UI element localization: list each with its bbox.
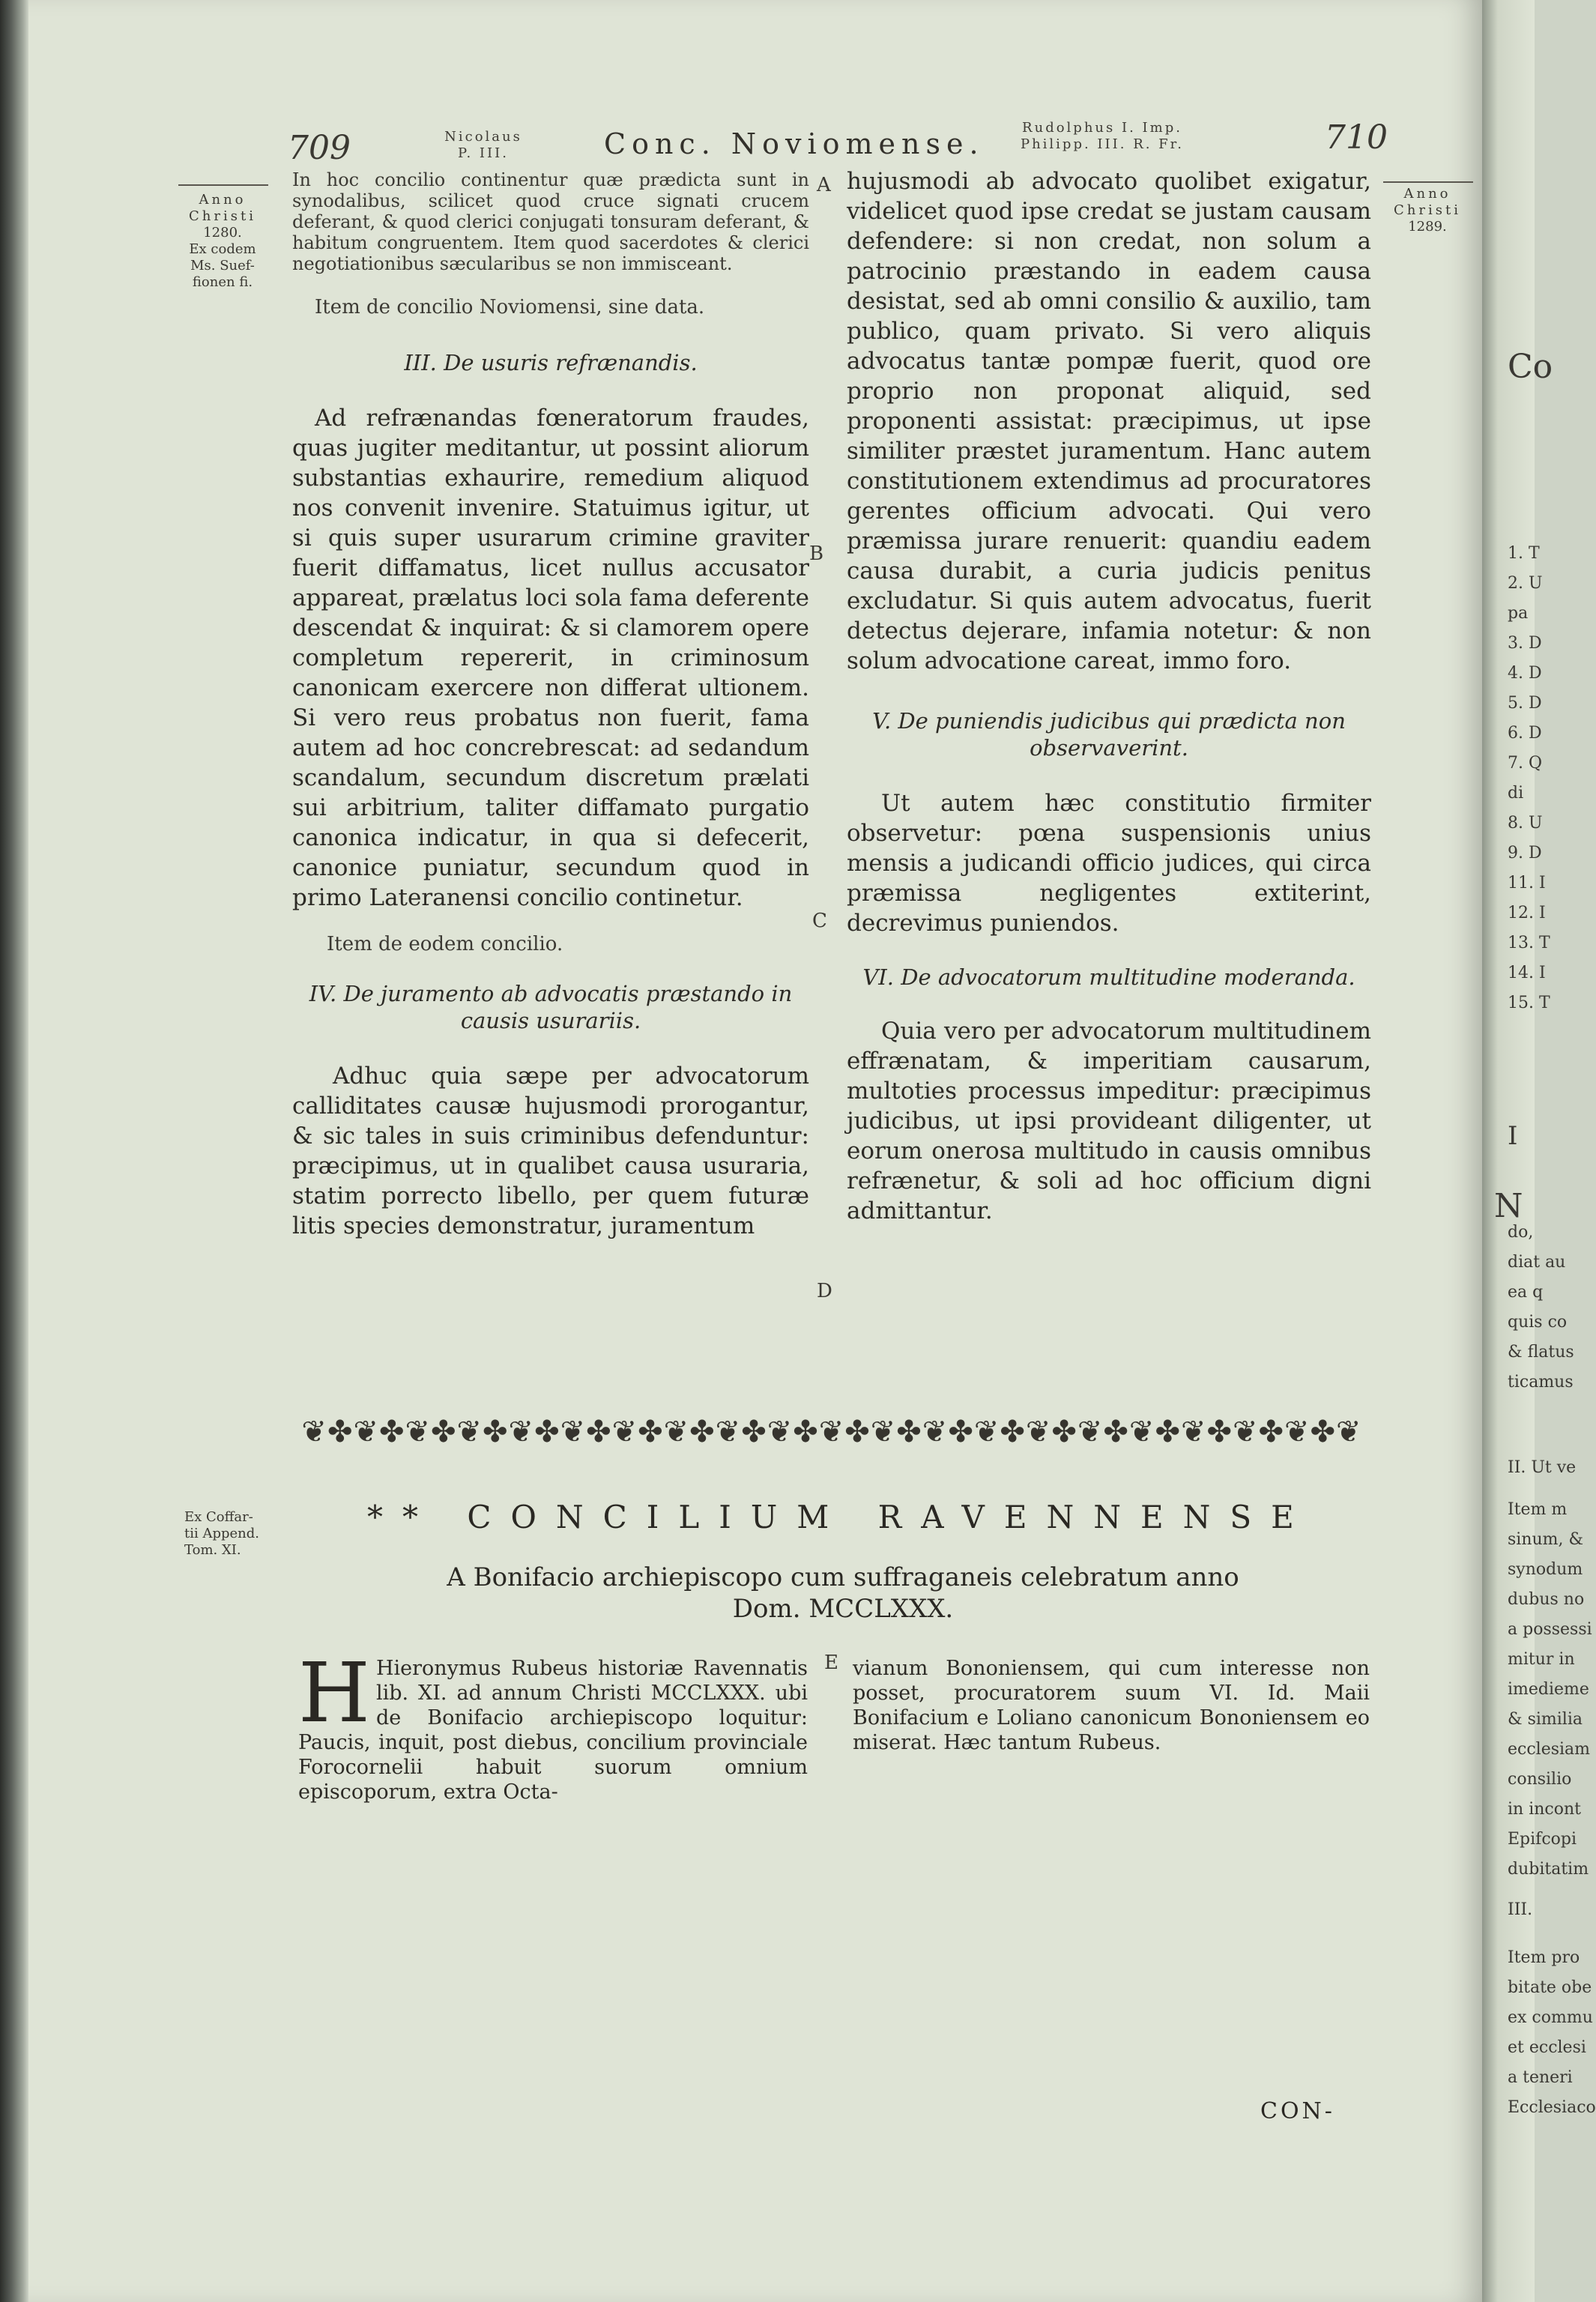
column-letter-d: D: [817, 1280, 832, 1302]
subtitle-line: A Bonifacio archiepiscopo cum suffraganeis celebratum anno: [447, 1562, 1239, 1592]
next-page-fragment: ecclesiam: [1508, 1740, 1591, 1759]
next-page-dropcap: N: [1494, 1187, 1523, 1225]
next-page-fragment: 6. D: [1508, 724, 1542, 743]
next-page-fragment: Co: [1508, 348, 1553, 386]
next-page-fragment: quis co: [1508, 1313, 1568, 1332]
catchword: CON-: [1260, 2098, 1335, 2124]
next-page-fragment: synodum: [1508, 1560, 1583, 1579]
item-heading: Item de eodem concilio.: [327, 933, 563, 955]
next-page-fragment: & flatus: [1508, 1343, 1574, 1362]
right-column: [847, 166, 1371, 1226]
next-page-fragment: 3. D: [1508, 634, 1542, 653]
margin-rule: [178, 184, 268, 186]
next-page-fragment: Epifcopi: [1508, 1830, 1577, 1849]
next-page-fragment: dubus no: [1508, 1590, 1585, 1609]
source-line: Tom. XI.: [184, 1542, 241, 1558]
next-page-fragment: ex commu: [1508, 2008, 1593, 2027]
concilium-subtitle: [330, 1562, 1356, 1625]
column-letter-b: B: [809, 543, 824, 565]
next-page-fragment: 9. D: [1508, 844, 1542, 863]
next-page-fragment: in incont: [1508, 1800, 1581, 1819]
source-line: tii Append.: [184, 1526, 260, 1541]
source-line: Ex codem: [189, 241, 256, 257]
lower-right-paragraph: vianum Bononiensem, qui cum interesse non posset, procuratorem suum VI. Id. Maii Bonifacium e Loliano canonicum Bononiensem eo miserat. Hæc tantum Rubeus.: [853, 1657, 1370, 1754]
next-page-fragment: ticamus: [1508, 1373, 1574, 1392]
running-head-line1: Nicolaus: [444, 129, 522, 145]
running-head-line2: P. III.: [458, 145, 509, 161]
section-vi-text: Quia vero per advocatorum multitudinem effrænatam, & imperitiam causarum, multoties processus impeditur: præcipimus judicibus, ut ipsi provideant diligenter, ut eorum onerosa multitudo in causis omnibus refrænetur, & soli ad hoc officium digni admittantur.: [847, 1018, 1371, 1224]
year-label: 1289.: [1408, 219, 1447, 235]
lower-left-paragraph: [298, 1645, 808, 1804]
section-iv-text: Adhuc quia sæpe per advocatorum calliditates causæ hujusmodi prorogantur, & sic tales in suis criminibus defenduntur: præcipimus, ut in qualibet causa usuraria, statim porrecto libello, per quem futuræ litis species demonstratur, juramentum: [292, 1063, 809, 1239]
year-label: 1280.: [203, 225, 242, 241]
next-page-fragment: et ecclesi: [1508, 2038, 1586, 2057]
column-letter-a: A: [817, 174, 831, 196]
christi-label: Christi: [189, 208, 256, 224]
next-page-fragment: 14. I: [1508, 964, 1546, 982]
left-running-head: [420, 129, 547, 162]
ornamental-border: ❦✤❦✤❦✤❦✤❦✤❦✤❦✤❦✤❦✤❦✤❦✤❦✤❦✤❦✤❦✤❦✤❦✤❦✤❦✤❦✤❦: [301, 1415, 1362, 1449]
left-column: [292, 169, 809, 1241]
item-heading: Item de concilio Noviomensi, sine data.: [315, 296, 705, 318]
subtitle-line: Dom. MCCLXXX.: [732, 1594, 954, 1624]
christi-label: Christi: [1394, 202, 1461, 218]
running-head-line1: Rudolphus I. Imp.: [1022, 120, 1182, 136]
next-page-fragment: mitur in: [1508, 1650, 1575, 1669]
next-page-fragment: di: [1508, 784, 1524, 803]
next-page-fragment: a teneri: [1508, 2068, 1573, 2087]
next-page-fragment: II. Ut ve: [1508, 1458, 1577, 1477]
next-page-fragment: ea q: [1508, 1283, 1544, 1302]
next-page-fragment: & similia: [1508, 1710, 1583, 1729]
margin-rule: [1383, 181, 1473, 183]
next-page-fragment: sinum, &: [1508, 1530, 1584, 1549]
next-page-fragment: 11. I: [1508, 874, 1546, 892]
next-page-fragment: 13. T: [1508, 934, 1550, 952]
next-page-fragment: Ecclesiaco: [1508, 2098, 1596, 2117]
lower-left-text: Hieronymus Rubeus historiæ Ravennatis lib. XI. ad annum Christi MCCLXXX. ubi de Bonifacio archiepiscopo loquitur: Paucis, inquit, post diebus, concilium provinciale Forocornelii habuit suorum omnium episcoporum, extra Octa-: [298, 1657, 808, 1804]
section-iii-title: III. De usuris refrænandis.: [404, 350, 698, 375]
next-page-fragment: 8. U: [1508, 814, 1543, 833]
source-line: fionen fi.: [192, 274, 253, 290]
next-page-fragment: 5. D: [1508, 694, 1542, 713]
next-page-fragment: III.: [1508, 1900, 1533, 1919]
next-page-fragment: 1. T: [1508, 544, 1540, 563]
column-letter-c: C: [812, 910, 827, 932]
next-page-fragment: pa: [1508, 604, 1529, 623]
next-page-fragment: dubitatim: [1508, 1860, 1589, 1879]
concilium-title: ** CONCILIUM RAVENNENSE: [367, 1499, 1314, 1535]
anno-label: Anno: [1403, 186, 1451, 202]
anno-label: Anno: [199, 192, 247, 208]
book-binding: [0, 0, 28, 2302]
right-margin-year-note: [1380, 186, 1475, 235]
next-page-fragment: 2. U: [1508, 574, 1543, 593]
section-v-text: Ut autem hæc constitutio firmiter observetur: pœna suspensionis unius mensis a judicandi officio judices, qui circa præmissa negligentes extiterint, decrevimus puniendos.: [847, 790, 1371, 937]
continuation-paragraph: hujusmodi ab advocato quolibet exigatur, videlicet quod ipse credat se justam causam defendere: si non credat, non solum a patrocinio præstando in eadem causa desistat, sed ab omni consilio & auxilio, tam publico, quam privato. Si vero aliquis advocatus tantæ pompæ fuerit, quod ore proprio non proponat aliquid, sed proponenti assistat: præcipimus, ut ipse similiter præstet juramentum. Hanc autem constitutionem extendimus ad procuratores gerentes officium advocati. Qui vero præmissa jurare renuerit: quandiu eadem causa durabit, a curia judicis penitus excludatur. Si quis autem advocatus, fuerit detectus dejerare, infamia notetur: & non solum advocatione careat, immo foro.: [847, 168, 1371, 674]
next-page-fragment: I: [1508, 1121, 1518, 1151]
left-margin-source-note: [184, 1509, 297, 1559]
next-page-fragment: Item pro: [1508, 1948, 1580, 1967]
next-page-fragment: diat au: [1508, 1253, 1566, 1272]
running-title: Conc. Noviomense.: [604, 127, 985, 160]
next-page-fragment: imedieme: [1508, 1680, 1589, 1699]
next-page-fragment: 4. D: [1508, 664, 1542, 683]
source-line: Ex Coffar-: [184, 1509, 253, 1525]
section-iv-title: IV. De juramento ab advocatis præstando in causis usurariis.: [309, 981, 793, 1033]
next-page-fragment: do,: [1508, 1223, 1534, 1242]
next-page-fragment: 12. I: [1508, 904, 1546, 922]
right-page-number: 710: [1325, 118, 1388, 157]
left-page-number: 709: [288, 129, 351, 167]
column-letter-e: E: [824, 1652, 838, 1674]
section-iii-text: Ad refrænandas fœneratorum fraudes, quas jugiter meditantur, ut possint aliorum substantias exhaurire, remedium aliquod nos convenit invenire. Statuimus igitur, ut si quis super usurarum crimine graviter fuerit diffamatus, licet nullus accusator appareat, prælatus loci sola fama deferente descendat & inquirat: & si clamorem opere completum repererit, in criminosum canonicam exercere non differat ultionem. Si vero reus probatus non fuerit, fama autem ad hoc concrebrescat: ad sedandum scandalum, secundum discretum prælati sui arbitrium, taliter diffamato purgatio canonica indicatur, in qua si defecerit, canonice puniatur, secundum quod in primo Lateranensi concilio continetur.: [292, 405, 809, 911]
next-page-fragment: consilio: [1508, 1770, 1572, 1789]
right-running-head: [1016, 120, 1188, 153]
next-page-fragment: Item m: [1508, 1500, 1568, 1519]
section-vi-title: VI. De advocatorum multitudine moderanda.: [862, 964, 1355, 990]
next-page-fragment: 15. T: [1508, 994, 1550, 1012]
next-page-fragment: a possessi: [1508, 1620, 1592, 1639]
source-line: Ms. Suef-: [190, 258, 255, 274]
next-page-fragment: bitate obe: [1508, 1978, 1592, 1997]
left-margin-year-note: [175, 192, 270, 291]
running-head-line2: Philipp. III. R. Fr.: [1020, 136, 1185, 152]
intro-paragraph: In hoc concilio continentur quæ prædicta sunt in synodalibus, scilicet quod cruce signati crucem deferant, & quod clerici conjugati tonsuram deferant, & habitum congruentem. Item quod sacerdotes & clerici negotiationibus sæcularibus se non immisceant.: [292, 169, 809, 274]
next-page-fragment: 7. Q: [1508, 754, 1543, 773]
drop-cap: H: [298, 1645, 370, 1741]
section-v-title: V. De puniendis judicibus qui prædicta non observaverint.: [872, 708, 1346, 761]
